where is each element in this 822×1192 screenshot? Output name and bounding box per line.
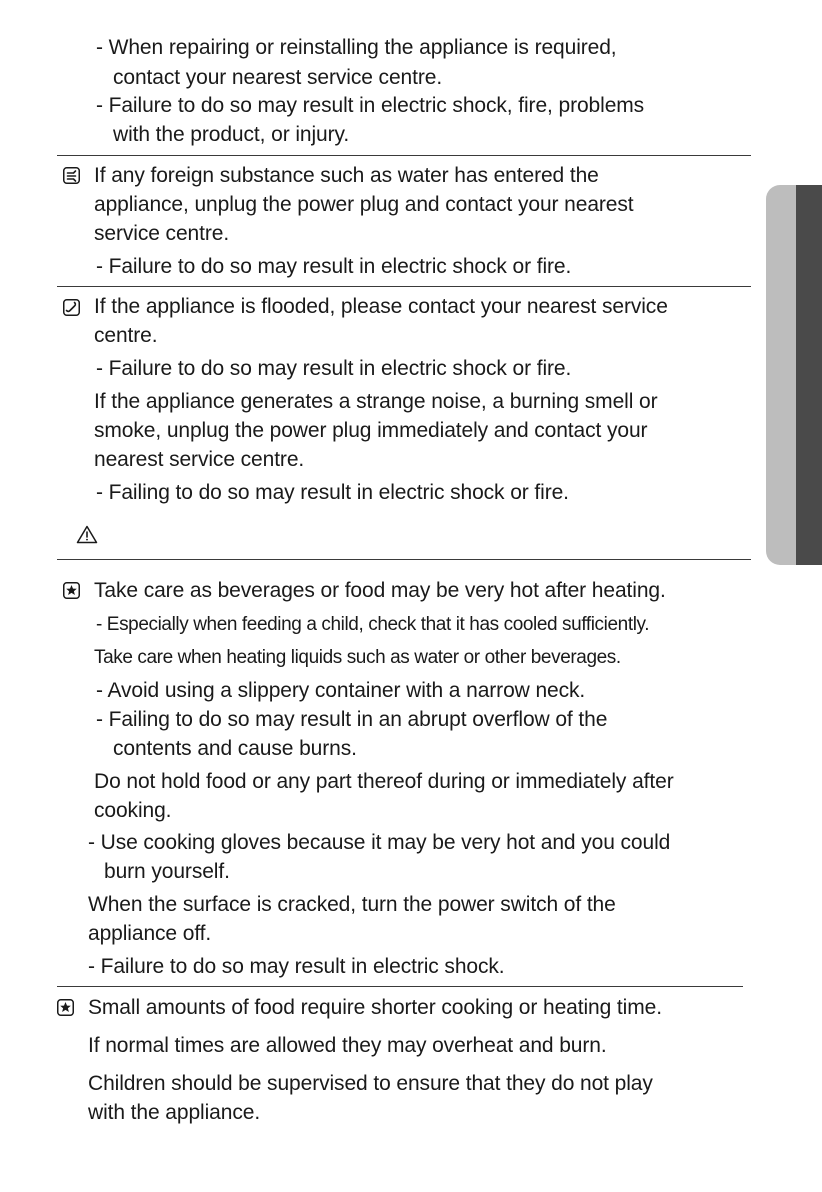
divider [57, 286, 751, 287]
small-line-2: If normal times are allowed they may overheat and burn. [88, 1034, 607, 1057]
hot-line-5: - Failing to do so may result in an abrupt overflow of the [96, 708, 608, 731]
warning-triangle-icon [76, 525, 98, 544]
foreign-line-2: appliance, unplug the power plug and contact your nearest [94, 193, 634, 216]
small-line-3: Children should be supervised to ensure that they do not play [88, 1072, 653, 1095]
hot-line-1: Take care as beverages or food may be very hot after heating. [94, 579, 666, 602]
hot-line-12: appliance off. [88, 922, 212, 945]
foreign-line-1: If any foreign substance such as water has entered the [94, 164, 599, 187]
hot-line-7: Do not hold food or any part thereof during or immediately after [94, 770, 674, 793]
star-note-icon [63, 582, 80, 599]
side-tab-marker [796, 185, 822, 565]
hot-line-13: - Failure to do so may result in electric shock. [88, 955, 505, 978]
repair-line-1: - When repairing or reinstalling the appliance is required, [96, 36, 617, 59]
small-line-1: Small amounts of food require shorter cooking or heating time. [88, 996, 662, 1019]
foreign-line-4: - Failure to do so may result in electric shock or fire. [96, 255, 572, 278]
flooded-line-3: - Failure to do so may result in electric shock or fire. [96, 357, 572, 380]
repair-line-3: - Failure to do so may result in electric shock, fire, problems [96, 94, 645, 117]
hot-line-3: Take care when heating liquids such as water or other beverages. [94, 647, 621, 668]
flooded-line-2: centre. [94, 324, 158, 347]
hot-line-11: When the surface is cracked, turn the power switch of the [88, 893, 616, 916]
foreign-line-3: service centre. [94, 222, 230, 245]
divider [57, 155, 751, 156]
unplug-icon [63, 167, 80, 184]
repair-line-2: contact your nearest service centre. [113, 66, 443, 89]
hot-line-6: contents and cause burns. [113, 737, 357, 760]
divider [57, 559, 751, 560]
flooded-line-4: If the appliance generates a strange noise, a burning smell or [94, 390, 658, 413]
hot-line-9: - Use cooking gloves because it may be very hot and you could [88, 831, 671, 854]
hot-line-2: - Especially when feeding a child, check that it has cooled sufficiently. [96, 614, 650, 635]
flooded-line-6: nearest service centre. [94, 448, 305, 471]
hot-line-8: cooking. [94, 799, 172, 822]
phone-contact-icon [63, 299, 80, 316]
hot-line-4: - Avoid using a slippery container with a narrow neck. [96, 679, 586, 702]
hot-line-10: burn yourself. [104, 860, 230, 883]
small-line-4: with the appliance. [88, 1101, 261, 1124]
repair-line-4: with the product, or injury. [113, 123, 350, 146]
flooded-line-1: If the appliance is flooded, please contact your nearest service [94, 295, 668, 318]
divider [57, 986, 743, 987]
flooded-line-5: smoke, unplug the power plug immediately and contact your [94, 419, 648, 442]
flooded-line-7: - Failing to do so may result in electric shock or fire. [96, 481, 569, 504]
star-note-icon [57, 999, 74, 1016]
